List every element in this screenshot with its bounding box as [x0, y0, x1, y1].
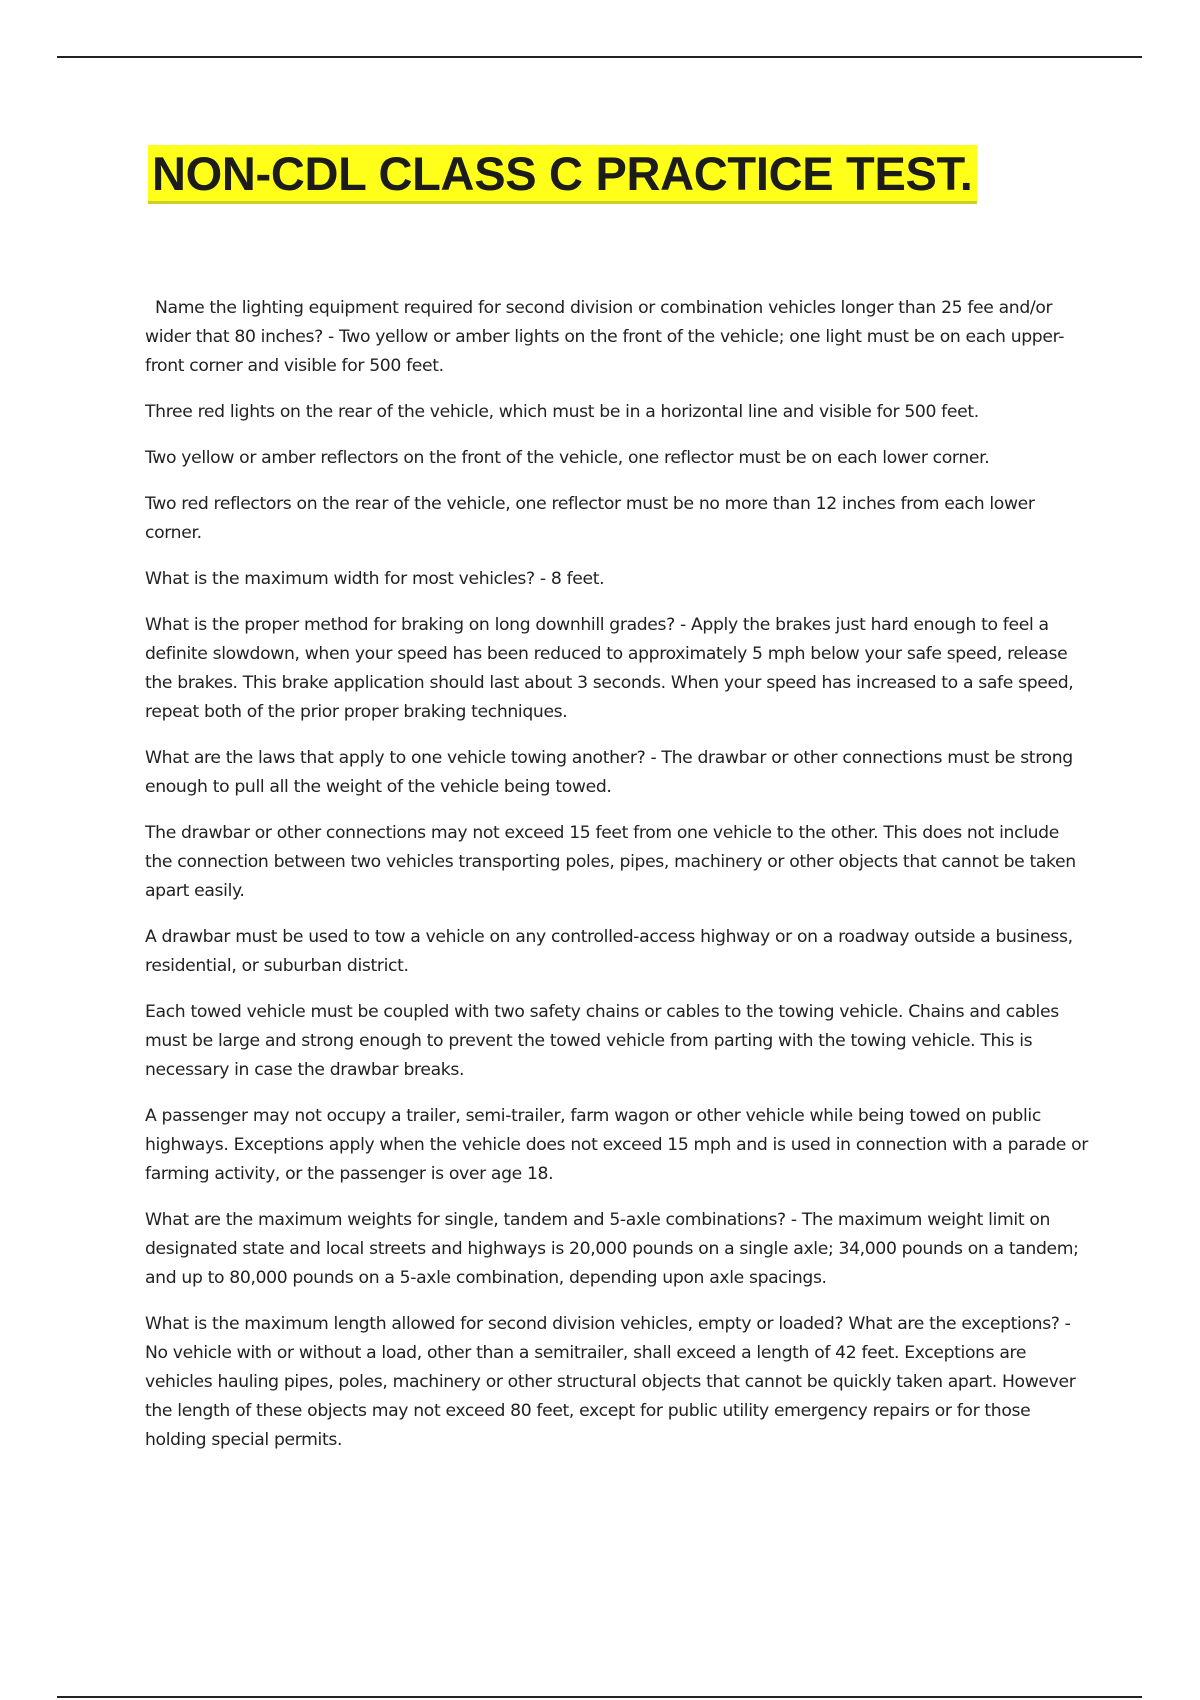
paragraph-max-weights: What are the maximum weights for single, tandem and 5-axle combinations? - The maximum weight limit on designated state and local streets and highways is 20,000 pounds on a single axle; 34,000 pounds on a tandem; and up to 80,000 pounds on a 5-axle combination, depending upon axle spacings. — [145, 1210, 1079, 1288]
paragraph-towing-laws: What are the laws that apply to one vehicle towing another? - The drawbar or other connections must be strong enough to pull all the weight of the vehicle being towed. — [145, 748, 1073, 797]
paragraph-red-lights: Three red lights on the rear of the vehicle, which must be in a horizontal line and visible for 500 feet. — [145, 402, 979, 422]
paragraph-max-width: What is the maximum width for most vehicles? - 8 feet. — [145, 569, 605, 589]
page-title: NON-CDL CLASS C PRACTICE TEST. — [148, 145, 977, 201]
paragraph-front-reflectors: Two yellow or amber reflectors on the front of the vehicle, one reflector must be on each lower corner. — [145, 448, 990, 468]
paragraph-max-length: What is the maximum length allowed for second division vehicles, empty or loaded? What are the exceptions? - No vehicle with or without a load, other than a semitrailer, shall exceed a length of 42 feet. Exceptions are vehicles hauling pipes, poles, machinery or other structural objects that cannot be quickly taken apart. However the length of these objects may not exceed 80 feet, except for public utility emergency repairs or for those holding special permits. — [145, 1314, 1076, 1450]
paragraph-drawbar-usage: A drawbar must be used to tow a vehicle on any controlled-access highway or on a roadway outside a business, residential, or suburban district. — [145, 927, 1073, 976]
paragraph-rear-reflectors: Two red reflectors on the rear of the vehicle, one reflector must be no more than 12 inches from each lower corner. — [145, 494, 1035, 543]
title-block — [148, 145, 977, 201]
paragraph-downhill-braking: What is the proper method for braking on long downhill grades? - Apply the brakes just hard enough to feel a definite slowdown, when your speed has been reduced to approximately 5 mph below your safe speed, release the brakes. This brake application should last about 3 seconds. When your speed has increased to a safe speed, repeat both of the prior proper braking techniques. — [145, 615, 1074, 722]
paragraph-lighting-equipment: Name the lighting equipment required for second division or combination vehicles longer than 25 fee and/or wider that 80 inches? - Two yellow or amber lights on the front of the vehicle; one light must be on each upper-front corner and visible for 500 feet. — [145, 298, 1065, 376]
top-divider — [57, 56, 1142, 58]
paragraph-safety-chains: Each towed vehicle must be coupled with two safety chains or cables to the towing vehicle. Chains and cables must be large and strong enough to prevent the towed vehicle from parting with the towing vehicle. This is necessary in case the drawbar breaks. — [145, 1002, 1059, 1080]
paragraph-passenger-rules: A passenger may not occupy a trailer, semi-trailer, farm wagon or other vehicle while being towed on public highways. Exceptions apply when the vehicle does not exceed 15 mph and is used in connection with a parade or farming activity, or the passenger is over age 18. — [145, 1106, 1089, 1184]
bottom-divider — [57, 1696, 1142, 1698]
paragraph-drawbar-length: The drawbar or other connections may not exceed 15 feet from one vehicle to the other. This does not include the connection between two vehicles transporting poles, pipes, machinery or other objects that cannot be taken apart easily. — [145, 823, 1076, 901]
document-body — [145, 294, 1091, 1472]
